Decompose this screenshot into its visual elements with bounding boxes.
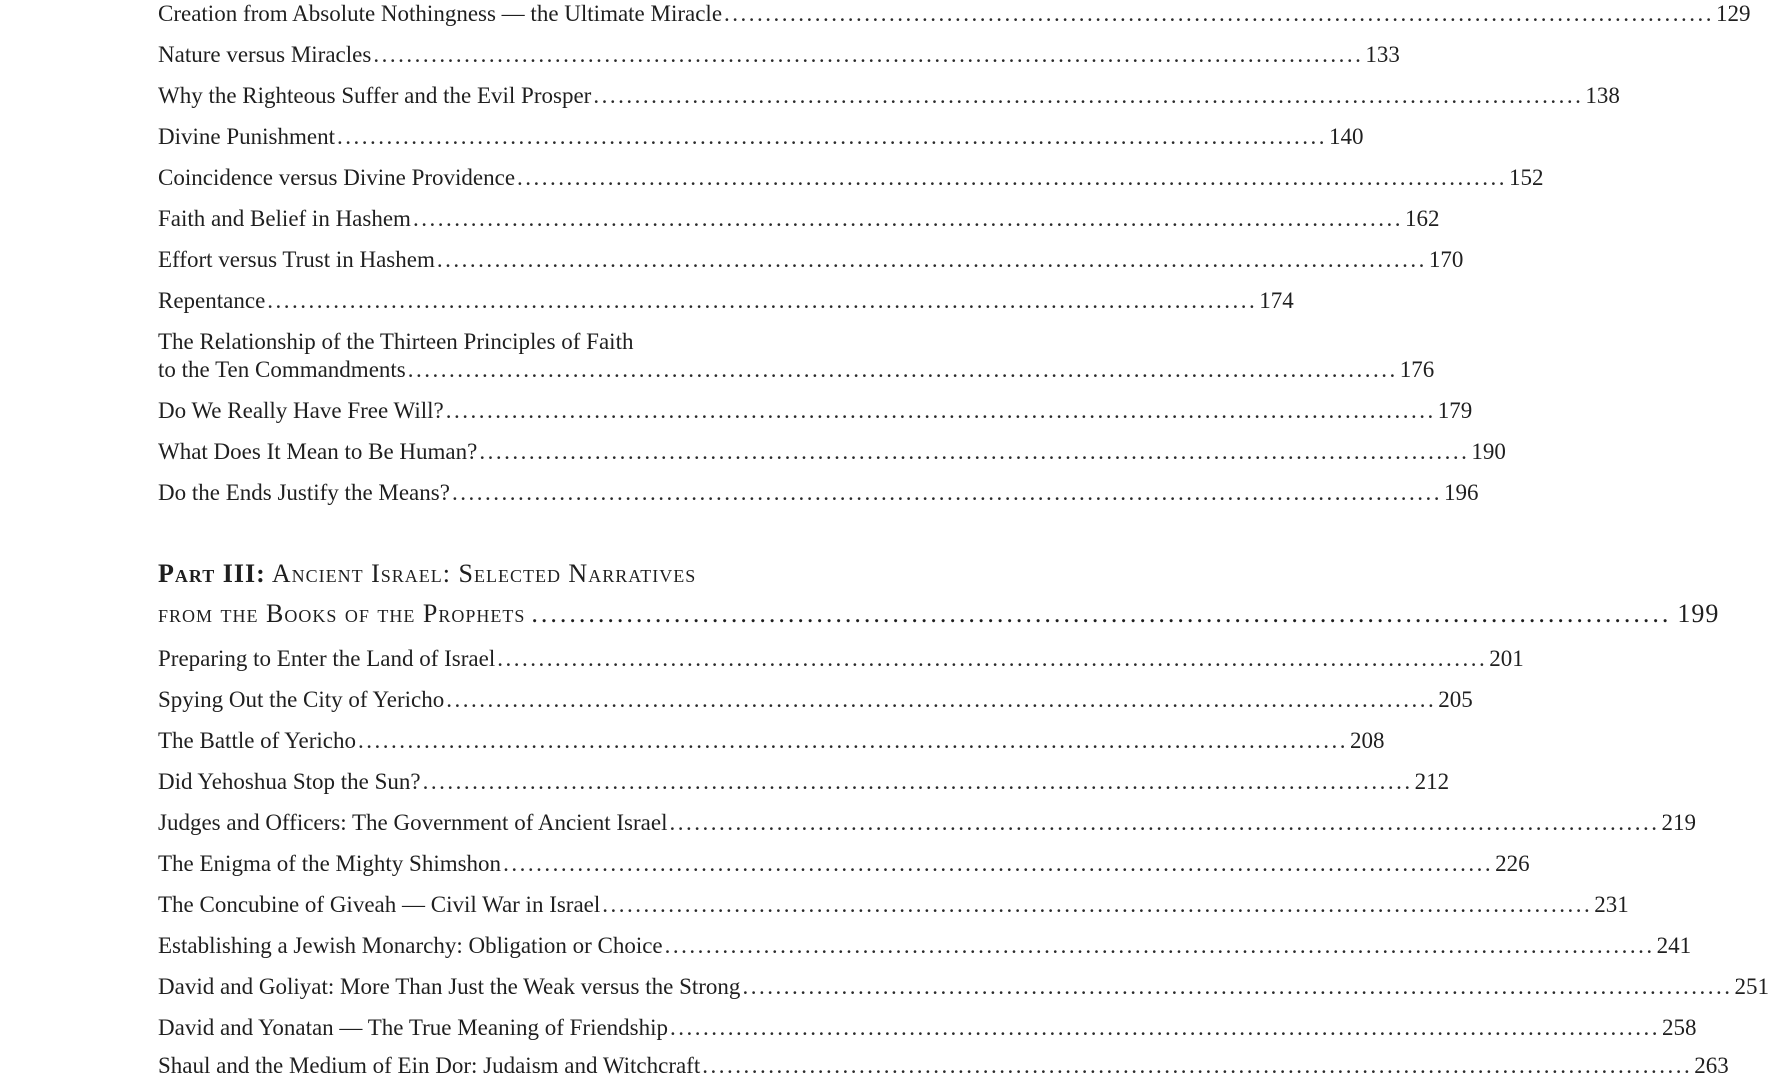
- leader-dots: ........................................................................................................................: [497, 646, 1488, 671]
- leader-dots: ........................................................................................................................: [702, 1053, 1693, 1078]
- toc-entry-page: 176: [1399, 357, 1435, 382]
- toc-entry: [158, 164, 1544, 192]
- leader-dots: ........................................................................................................................: [670, 1015, 1661, 1040]
- toc-entry-title: Why the Righteous Suffer and the Evil Prosper: [158, 83, 592, 108]
- toc-entry-title: Establishing a Jewish Monarchy: Obligation or Choice: [158, 933, 663, 958]
- toc-entry-page: 174: [1259, 288, 1294, 313]
- toc-entry: [158, 768, 1450, 796]
- toc-entry: [158, 973, 1769, 1001]
- toc-entry-two-line: [158, 328, 1435, 384]
- toc-entry: [158, 1014, 1697, 1042]
- leader-dots: ........................................................................................................................: [373, 42, 1364, 67]
- leader-dots: ........................................................................................................................: [436, 247, 1427, 272]
- toc-entry-title: The Enigma of the Mighty Shimshon: [158, 851, 502, 876]
- toc-entry: [158, 479, 1479, 507]
- toc-entry: [158, 0, 1751, 28]
- toc-entry-title: Nature versus Miracles: [158, 42, 372, 67]
- toc-entry: [158, 82, 1620, 110]
- toc-entry-title: Judges and Officers: The Government of Ancient Israel: [158, 810, 668, 835]
- toc-entry-title: Repentance: [158, 288, 266, 313]
- toc-entry-title: Effort versus Trust in Hashem: [158, 247, 435, 272]
- toc-entry-title-line1: The Relationship of the Thirteen Principles of Faith: [158, 329, 634, 354]
- toc-entry-page: 241: [1656, 933, 1692, 958]
- leader-dots: ........................................................................................................................: [503, 851, 1494, 876]
- leader-dots: ........................................................................................................................: [517, 165, 1508, 190]
- toc-entry-title: Shaul and the Medium of Ein Dor: Judaism and Witchcraft: [158, 1053, 701, 1078]
- part-title-line1: Ancient Israel: Selected Narratives: [271, 559, 697, 588]
- leader-dots: ........................................................................................................................: [664, 933, 1655, 958]
- toc-entry-title: David and Goliyat: More Than Just the Weak versus the Strong: [158, 974, 741, 999]
- leader-dots: ........................................................................................................................: [593, 83, 1584, 108]
- toc-entry-page: 201: [1489, 646, 1524, 671]
- toc-entry: [158, 205, 1440, 233]
- leader-dots: ........................................................................................................................: [267, 288, 1258, 313]
- leader-dots: ........................................................................................................................: [336, 124, 1327, 149]
- toc-entry: [158, 287, 1294, 315]
- toc-entry-title: Do We Really Have Free Will?: [158, 398, 444, 423]
- toc-entry-title: Do the Ends Justify the Means?: [158, 480, 450, 505]
- toc-entry-page: 140: [1328, 124, 1364, 149]
- toc-entry-page: 219: [1661, 810, 1696, 835]
- leader-dots: ........................................................................................................................: [422, 769, 1413, 794]
- toc-entry-page: 251: [1734, 974, 1769, 999]
- toc-entry: [158, 891, 1629, 919]
- toc-entry-title: The Battle of Yericho: [158, 728, 357, 753]
- toc-entry-row2: [158, 356, 1435, 384]
- toc-entry-page: 152: [1509, 165, 1544, 190]
- toc-entry: [158, 438, 1506, 466]
- toc-entry: [158, 645, 1524, 673]
- leader-dots: ........................................................................................................................: [742, 974, 1733, 999]
- leader-dots: ........................................................................................................................: [479, 439, 1470, 464]
- part-heading-line1: [158, 554, 923, 594]
- toc-entry-page: 162: [1404, 206, 1440, 231]
- leader-dots: ........................................................................................................................: [602, 892, 1593, 917]
- toc-entry-title: David and Yonatan — The True Meaning of Friendship: [158, 1015, 669, 1040]
- toc-entry-title: Faith and Belief in Hashem: [158, 206, 411, 231]
- leader-dots: ........................................................................................................................: [412, 206, 1403, 231]
- leader-dots: ........................................................................................................................: [724, 1, 1715, 26]
- leader-dots: ........................................................................................................................: [446, 687, 1437, 712]
- toc-entry: [158, 397, 1473, 425]
- toc-entry-page: 231: [1594, 892, 1629, 917]
- toc-entry: [158, 809, 1696, 837]
- part-heading: [158, 554, 1720, 634]
- toc-entry: [158, 123, 1364, 151]
- leader-dots: ........................................................................................................................: [531, 599, 1672, 628]
- toc-entry-title: Spying Out the City of Yericho: [158, 687, 445, 712]
- toc-entry-title-line2: to the Ten Commandments: [158, 357, 406, 382]
- leader-dots: ........................................................................................................................: [445, 398, 1436, 423]
- part-heading-line2: [158, 594, 1720, 634]
- toc-entry-page: 205: [1438, 687, 1473, 712]
- toc-entry-title: Preparing to Enter the Land of Israel: [158, 646, 496, 671]
- toc-entry: [158, 686, 1473, 714]
- toc-entry-page: 208: [1350, 728, 1385, 753]
- toc-entry-page: 226: [1495, 851, 1530, 876]
- toc-entry-page: 170: [1428, 247, 1464, 272]
- toc-entry-page: 190: [1471, 439, 1506, 464]
- toc-entry-title: Divine Punishment: [158, 124, 335, 149]
- leader-dots: ........................................................................................................................: [451, 480, 1442, 505]
- toc-entry: [158, 850, 1530, 878]
- toc-entry-page: 133: [1365, 42, 1400, 67]
- toc-entry: [158, 932, 1692, 960]
- toc-entry-title: Creation from Absolute Nothingness — the Ultimate Miracle: [158, 1, 723, 26]
- toc-entry: [158, 41, 1400, 69]
- toc-entry-page: 179: [1437, 398, 1473, 423]
- toc-entry: [158, 1052, 1729, 1080]
- toc-entry: [158, 727, 1385, 755]
- toc-entry-page: 212: [1414, 769, 1450, 794]
- toc-entry-title: What Does It Mean to Be Human?: [158, 439, 478, 464]
- part-title-line2: from the Books of the Prophets: [158, 599, 526, 628]
- toc-entry-title: Did Yehoshua Stop the Sun?: [158, 769, 421, 794]
- toc-entry-title: Coincidence versus Divine Providence: [158, 165, 516, 190]
- leader-dots: ........................................................................................................................: [669, 810, 1660, 835]
- toc-entry-page: 263: [1694, 1053, 1729, 1078]
- toc-entry-page: 138: [1585, 83, 1620, 108]
- leader-dots: ........................................................................................................................: [407, 357, 1398, 382]
- part-label: Part III:: [158, 559, 266, 588]
- toc-entry-title: The Concubine of Giveah — Civil War in Israel: [158, 892, 601, 917]
- part-page: 199: [1677, 599, 1720, 628]
- toc-entry-page: 129: [1716, 1, 1751, 26]
- toc-entry-page: 258: [1662, 1015, 1697, 1040]
- leader-dots: ........................................................................................................................: [358, 728, 1349, 753]
- toc-entry: [158, 246, 1464, 274]
- toc-entry-page: 196: [1443, 480, 1479, 505]
